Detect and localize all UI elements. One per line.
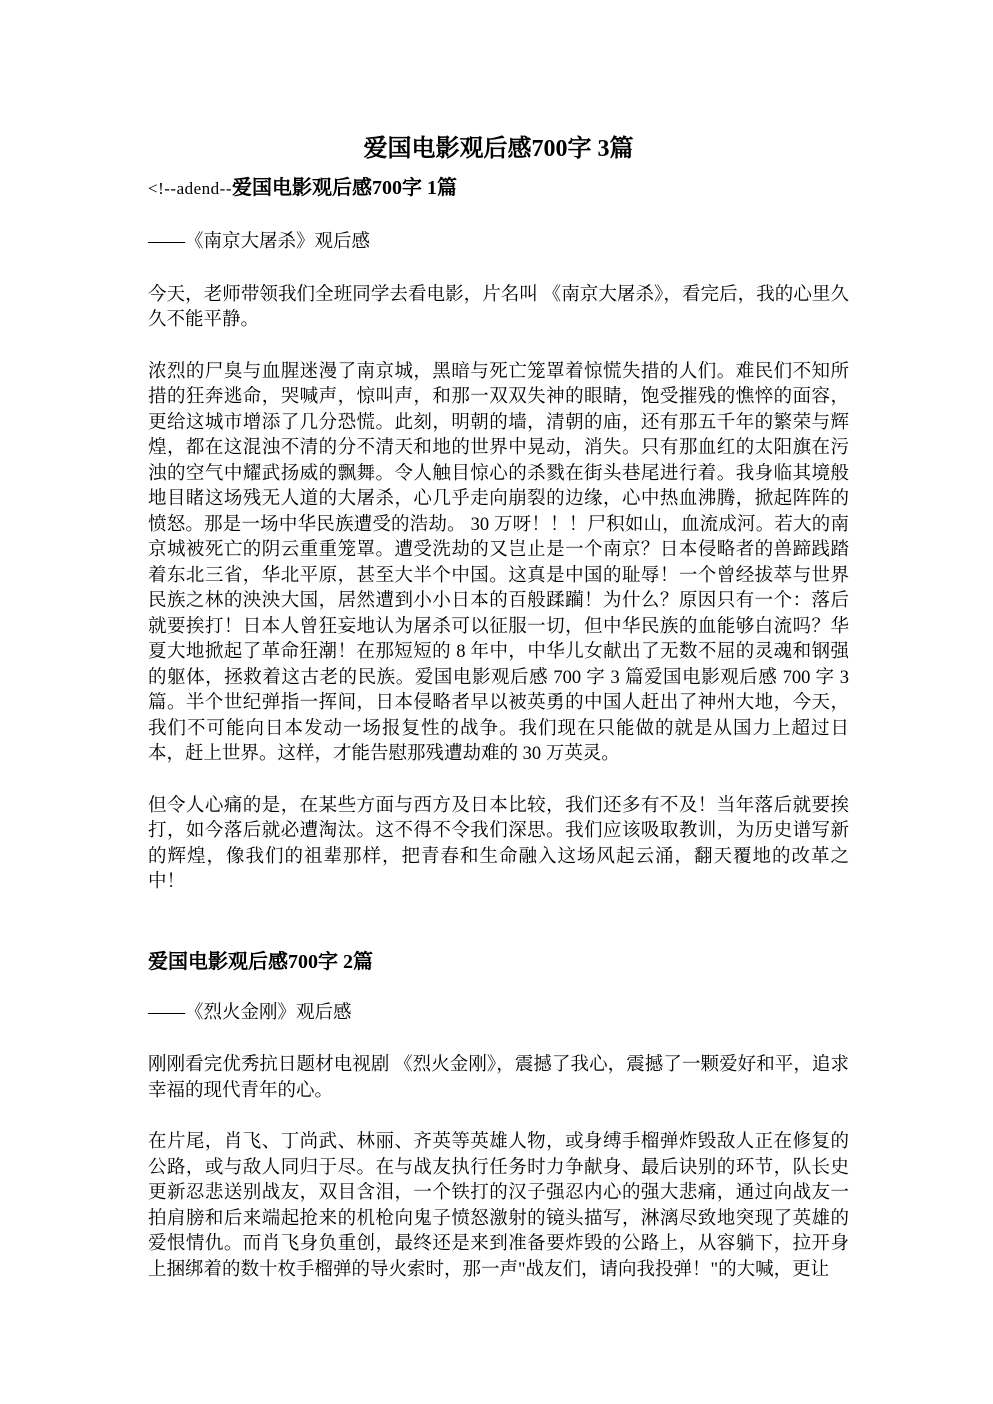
part2-paragraph-2: 在片尾，肖飞、丁尚武、林丽、齐英等英雄人物，或身缚手榴弹炸毁敌人正在修复的公路，或与敌人同归于尽。在与战友执行任务时力争献身、最后诀别的环节，队长史更新忍悲送别战友，双目含泪，一个铁打的汉子强忍内心的强大悲痛，通过向战友一拍肩膀和后来端起抢来的机枪向鬼子愤怒激射的镜头描写，淋漓尽致地突现了英雄的爱恨情仇。而肖飞身负重创，最终还是来到准备要炸毁的公路上，从容躺下，拉开身上捆绑着的数十枚手榴弹的导火索时，那一声"战友们，请向我投弹！"的大喊，更让 <box>148 1132 849 1280</box>
document-title: 爱国电影观后感700字 3篇 <box>363 136 634 162</box>
part2-subtitle: ——《烈火金刚》观后感 <box>148 1002 352 1023</box>
part2-paragraph-1: 刚刚看完优秀抗日题材电视剧 《烈火金刚》，震撼了我心，震撼了一颗爱好和平，追求幸福的现代青年的心。 <box>148 1055 849 1101</box>
part1-paragraph-3: 但令人心痛的是，在某些方面与西方及日本比较，我们还多有不及！当年落后就要挨打，如今落后就必遭淘汰。这不得不令我们深思。我们应该吸取教训，为历史谱写新的辉煌，像我们的祖辈那样，把青春和生命融入这场风起云涌，翻天覆地的改革之中！ <box>148 795 849 892</box>
part1-subtitle: ——《南京大屠杀》观后感 <box>148 232 371 252</box>
part1-heading-text: 爱国电影观后感700字 1篇 <box>231 177 457 199</box>
part2-heading: 爱国电影观后感700字 2篇 <box>148 950 373 973</box>
part1-heading-line <box>148 175 849 203</box>
part1-paragraph-2: 浓烈的尸臭与血腥迷漫了南京城，黑暗与死亡笼罩着惊慌失措的人们。难民们不知所措的狂奔逃命，哭喊声，惊叫声，和那一双双失神的眼睛，饱受摧残的憔悴的面容，更给这城市增添了几分恐慌。此刻，明朝的墙，清朝的庙，还有那五千年的繁荣与辉煌，都在这混浊不清的分不清天和地的世界中晃动，消失。只有那血红的太阳旗在污浊的空气中耀武扬威的飘舞。令人触目惊心的杀戮在街头巷尾进行着。我身临其境般地目睹这场残无人道的大屠杀，心几乎走向崩裂的边缘，心中热血沸腾，掀起阵阵的愤怒。那是一场中华民族遭受的浩劫。 30 万呀！！！尸积如山，血流成河。若大的南京城被死亡的阴云重重笼罩。遭受洗劫的又岂止是一个南京？日本侵略者的兽蹄践踏着东北三省，华北平原，甚至大半个中国。这真是中国的耻辱！一个曾经拔萃与世界民族之林的泱泱大国，居然遭到小小日本的百般蹂躏！为什么？原因只有一个：落后就要挨打！日本人曾狂妄地认为屠杀可以征服一切，但中华民族的血能够白流吗？华夏大地掀起了革命狂潮！在那短短的 8 年中，中华儿女献出了无数不屈的灵魂和钢强的躯体，拯救着这古老的民族。爱国电影观后感 700 字 3 篇爱国电影观后感 700 字 3 篇。半个世纪弹指一挥间，日本侵略者早以被英勇的中国人赶出了神州大地，今天，我们不可能向日本发动一场报复性的战争。我们现在只能做的就是从国力上超过日本，赶上世界。这样，才能告慰那残遭劫难的 30 万英灵。 <box>148 361 849 764</box>
comment-marker-text: <!--adend-- <box>148 179 232 198</box>
part1-paragraph-1: 今天，老师带领我们全班同学去看电影，片名叫 《南京大屠杀》，看完后，我的心里久久不能平静。 <box>148 284 849 330</box>
